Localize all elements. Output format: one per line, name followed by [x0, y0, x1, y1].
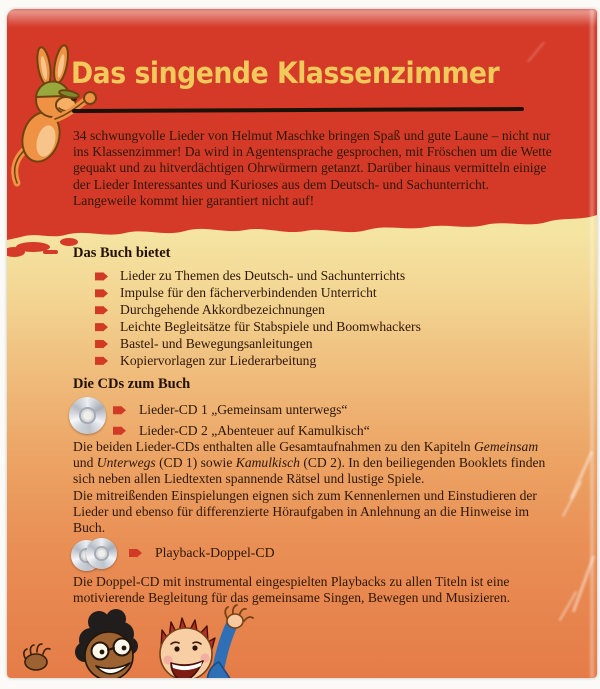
- text-segment: und: [73, 455, 97, 471]
- shrinkwrap-glare: [7, 9, 597, 27]
- intro-paragraph: 34 schwungvolle Lieder von Helmut Maschke bringen Spaß und gute Laune – nicht nur ins Klassenzimmer! Da wird in Agentensprache gesprochen, mit Fröschen um die Wette gequakt und zu hitverdächtigen Ohrwürmern getanzt. Darüber hinaus vermitteln einige der Lieder Interessantes und Kurioses aus dem Deutsch- und Sachunterricht. Langeweile kommt hier garantiert nicht auf!: [73, 128, 552, 208]
- child-with-glasses: [75, 609, 138, 678]
- shrinkwrap-streak: [562, 481, 583, 517]
- playback-paragraph: Die Doppel-CD mit instrumental eingespielten Playbacks zu allen Titeln ist eine motivierende Begleitung für das gemeinsame Singen, Bewegen und Musizieren.: [73, 574, 511, 606]
- list-item: [95, 319, 421, 336]
- cd-section-heading: Die CDs zum Buch: [73, 376, 191, 392]
- cover-title: Das singende Klassenzimmer: [71, 56, 500, 90]
- cd-icon: [69, 397, 106, 434]
- shrinkwrap-edge: [590, 9, 594, 678]
- list-item: [113, 400, 370, 421]
- arrow-bullet-icon: [95, 306, 108, 315]
- cd-list: [113, 400, 370, 441]
- list-item: [95, 352, 421, 369]
- text-segment: Gemeinsam: [473, 439, 539, 454]
- arrow-bullet-icon: [129, 549, 142, 558]
- text-segment: Die beiden Lieder-CDs enthalten alle Gesamtaufnahmen zu den Kapiteln: [73, 439, 474, 454]
- open-hand-icon: [225, 605, 253, 628]
- text-segment: (CD 2). In den beiliegenden Booklets finden sich neben allen Liedtexten spannende Rätsel und lustige Spiele.: [73, 455, 546, 487]
- list-item: [95, 302, 421, 319]
- playback-item: [129, 541, 275, 565]
- arrow-bullet-icon: [95, 272, 108, 281]
- book-section-heading: Das Buch bietet: [73, 245, 171, 261]
- list-item: [95, 285, 421, 302]
- cd-item-label: Lieder-CD 2 „Abenteuer auf Kamulkisch“: [139, 422, 370, 438]
- text-segment: Kamulkisch: [235, 455, 300, 471]
- waving-hand-icon: [24, 644, 50, 670]
- arrow-bullet-icon: [95, 289, 108, 298]
- text-segment: Unterwegs: [96, 455, 156, 471]
- arrow-bullet-icon: [113, 426, 126, 435]
- list-item-label: Bastel- und Bewegungsanleitungen: [120, 336, 313, 351]
- list-item-label: Leichte Begleitsätze für Stabspiele und Boomwhackers: [120, 319, 421, 335]
- text-segment: (CD 1) sowie: [155, 455, 236, 471]
- arrow-bullet-icon: [113, 406, 126, 415]
- playback-label: Playback-Doppel-CD: [155, 545, 275, 560]
- back-cover-card: [7, 9, 597, 678]
- children-illustration: [21, 604, 269, 678]
- arrow-bullet-icon: [95, 356, 108, 365]
- list-item-label: Kopiervorlagen zur Liederarbeitung: [120, 352, 317, 368]
- arrow-bullet-icon: [95, 340, 108, 349]
- cd-icon: [86, 538, 117, 569]
- book-feature-list: [95, 268, 421, 369]
- double-cd-icon: [71, 537, 123, 573]
- cd-description-paragraph-2: Die mitreißenden Einspielungen eignen sich zum Kennenlernen und Einstudieren der Lieder und ebenso für differenzierte Höraufgaben in Anlehnung an die Hinweise im Buch.: [73, 487, 537, 536]
- kangaroo-fist-icon: [84, 92, 96, 104]
- list-item: [95, 268, 421, 285]
- cd-description-paragraph: [73, 439, 561, 536]
- list-item-label: Impulse für den fächerverbindenden Unterricht: [120, 285, 377, 301]
- arrow-bullet-icon: [95, 323, 108, 332]
- child-waving: [160, 605, 253, 678]
- list-item: [95, 336, 421, 353]
- list-item-label: Lieder zu Themen des Deutsch- und Sachunterrichts: [120, 268, 406, 284]
- cd-item-label: Lieder-CD 1 „Gemeinsam unterwegs“: [139, 402, 348, 418]
- list-item-label: Durchgehende Akkordbezeichnungen: [120, 302, 325, 318]
- list-item: [113, 421, 370, 442]
